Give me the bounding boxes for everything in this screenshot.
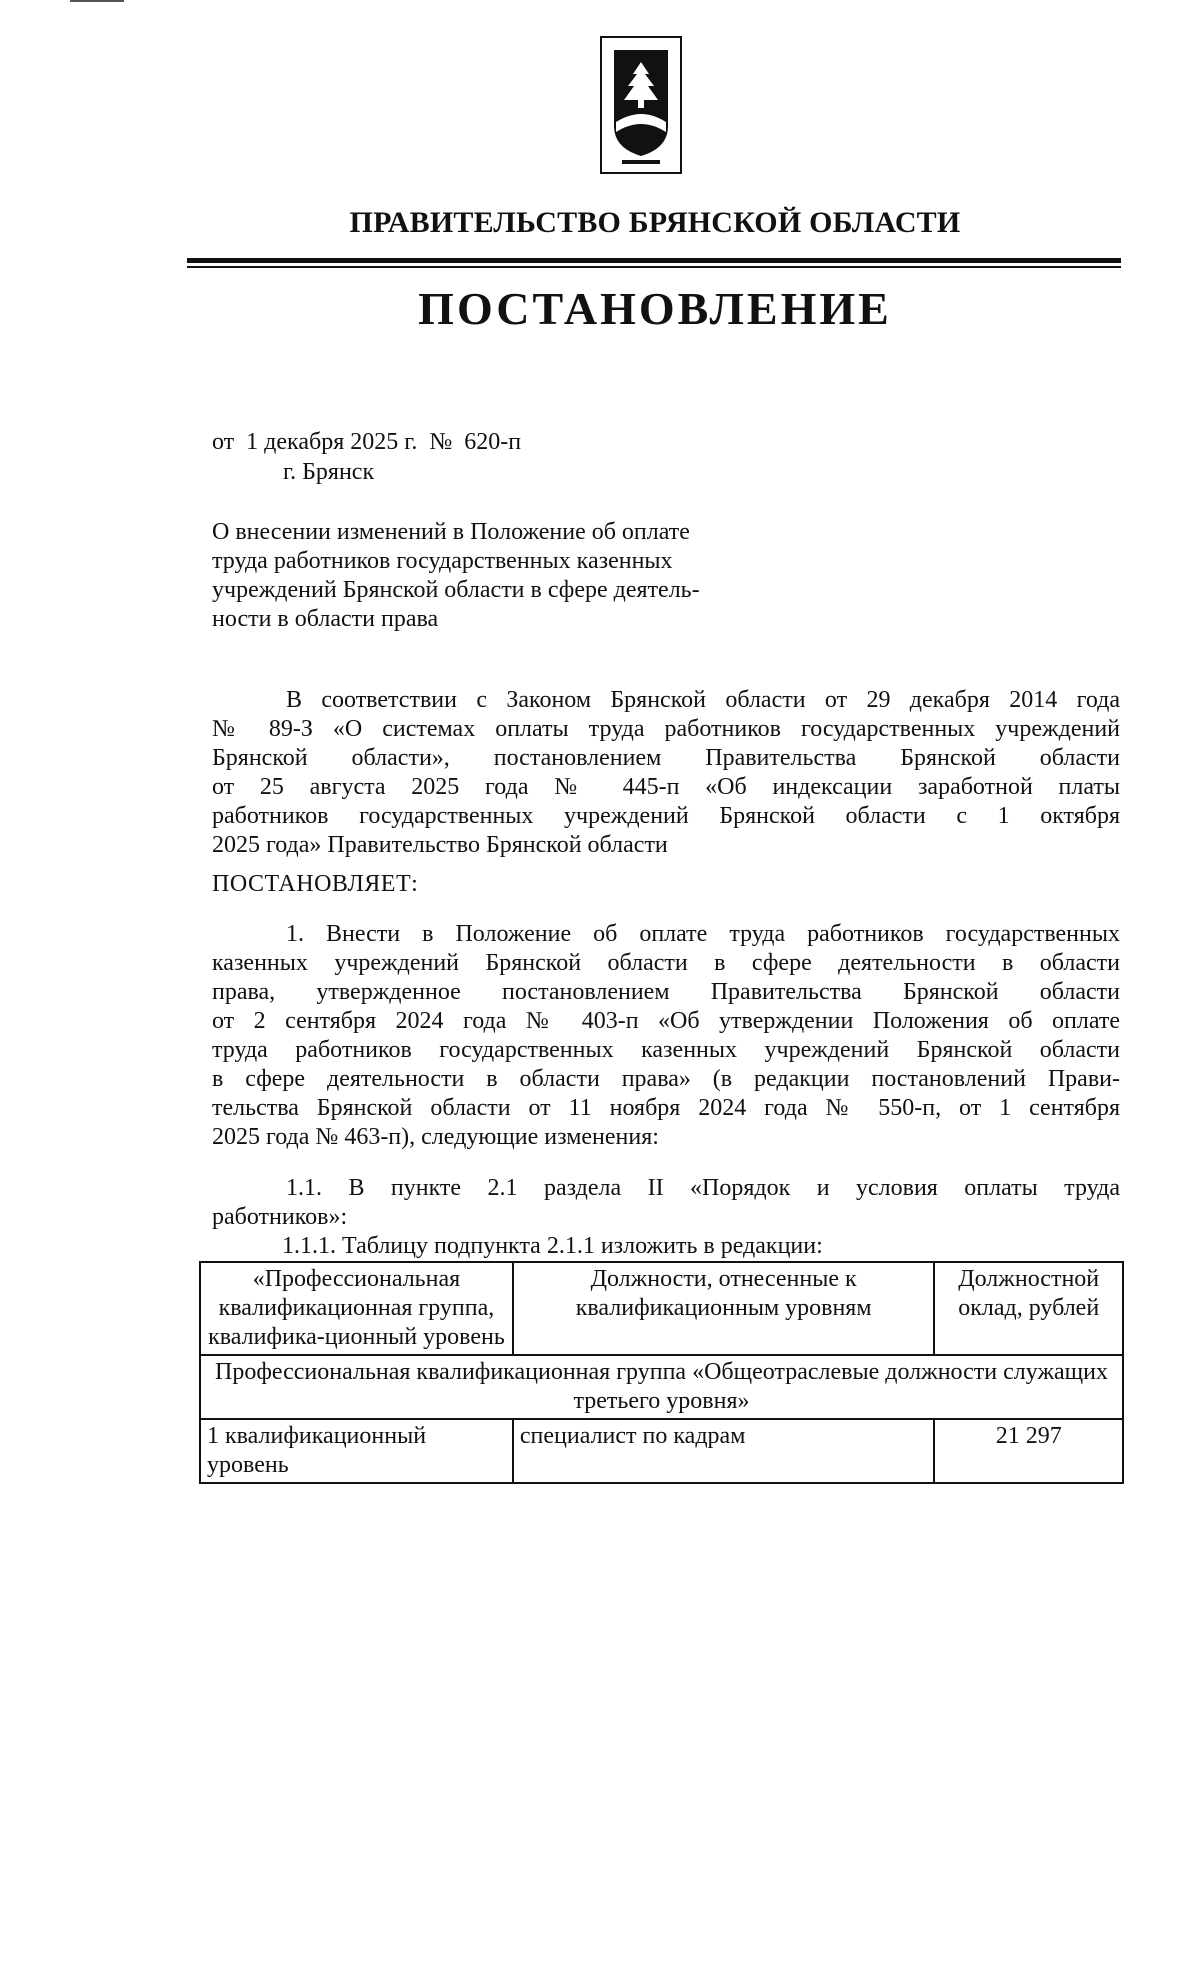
table-cell-salary: 21 297	[934, 1419, 1123, 1483]
table-header-cell: «Профессиональная квалификационная группа, квалифика-ционный уровень	[200, 1262, 513, 1355]
item-1-1-paragraph	[212, 1174, 1120, 1232]
item-1-line: труда работников государственных казенных учреждений Брянской области	[212, 1037, 1120, 1063]
table-group-cell: Профессиональная квалификационная группа «Общеотраслевые должности служащих третьего уровня»	[200, 1355, 1123, 1419]
table-header-cell: Должности, отнесенные к квалификационным уровням	[513, 1262, 935, 1355]
item-1-line: в сфере деятельности в области права» (в редакции постановлений Прави-	[212, 1066, 1120, 1092]
item-1-line: казенных учреждений Брянской области в сфере деятельности в области	[212, 950, 1120, 976]
table-group-row	[200, 1355, 1123, 1419]
item-1-1-line: 1.1. В пункте 2.1 раздела II «Порядок и условия оплаты труда	[286, 1175, 1120, 1201]
preamble-line: № 89-З «О системах оплаты труда работников государственных учреждений	[212, 716, 1120, 742]
document-type-title: ПОСТАНОВЛЕНИЕ	[418, 283, 892, 334]
item-1-line: от 2 сентября 2024 года № 403-п «Об утверждении Положения об оплате	[212, 1008, 1120, 1034]
subject-line: О внесении изменений в Положение об оплате	[212, 519, 690, 545]
item-1-line: тельства Брянской области от 11 ноября 2024 года № 550-п, от 1 сентября	[212, 1095, 1120, 1121]
bryansk-coat-of-arms-icon	[600, 36, 682, 174]
header-rule-thin	[187, 266, 1121, 268]
item-1-line: 2025 года № 463-п), следующие изменения:	[212, 1124, 659, 1150]
item-1-1-1-line: 1.1.1. Таблицу подпункта 2.1.1 изложить в редакции:	[282, 1233, 823, 1259]
item-1-line: права, утвержденное постановлением Правительства Брянской области	[212, 979, 1120, 1005]
table-header-cell: Должностной оклад, рублей	[934, 1262, 1123, 1355]
document-city: г. Брянск	[283, 459, 375, 485]
preamble-line: Брянской области», постановлением Правительства Брянской области	[212, 745, 1120, 771]
table-row	[200, 1419, 1123, 1483]
table-header-row	[200, 1262, 1123, 1355]
subject-line: ности в области права	[212, 606, 439, 632]
item-1-paragraph	[212, 920, 1120, 1152]
preamble-line: работников государственных учреждений Брянской области с 1 октября	[212, 803, 1120, 829]
decree-word: ПОСТАНОВЛЯЕТ:	[212, 871, 419, 897]
item-1-line: 1. Внести в Положение об оплате труда работников государственных	[286, 921, 1120, 947]
document-subject	[212, 518, 772, 634]
preamble-line: 2025 года» Правительство Брянской области	[212, 832, 668, 858]
preamble-line: В соответствии с Законом Брянской области от 29 декабря 2014 года	[286, 687, 1120, 713]
preamble-line: от 25 августа 2025 года № 445-п «Об индексации заработной платы	[212, 774, 1120, 800]
header-rule-thick	[187, 258, 1121, 263]
table-cell-level: 1 квалификационный уровень	[200, 1419, 513, 1483]
preamble-paragraph	[212, 686, 1120, 860]
government-title: ПРАВИТЕЛЬСТВО БРЯНСКОЙ ОБЛАСТИ	[349, 206, 961, 239]
subject-line: учреждений Брянской области в сфере деятель-	[212, 577, 700, 603]
table-cell-position: специалист по кадрам	[513, 1419, 935, 1483]
subject-line: труда работников государственных казенных	[212, 548, 673, 574]
salary-table	[199, 1261, 1124, 1484]
document-date-number: от 1 декабря 2025 г. № 620-п	[212, 429, 522, 455]
scan-corner-mark	[70, 0, 124, 2]
item-1-1-line: работников»:	[212, 1204, 348, 1230]
